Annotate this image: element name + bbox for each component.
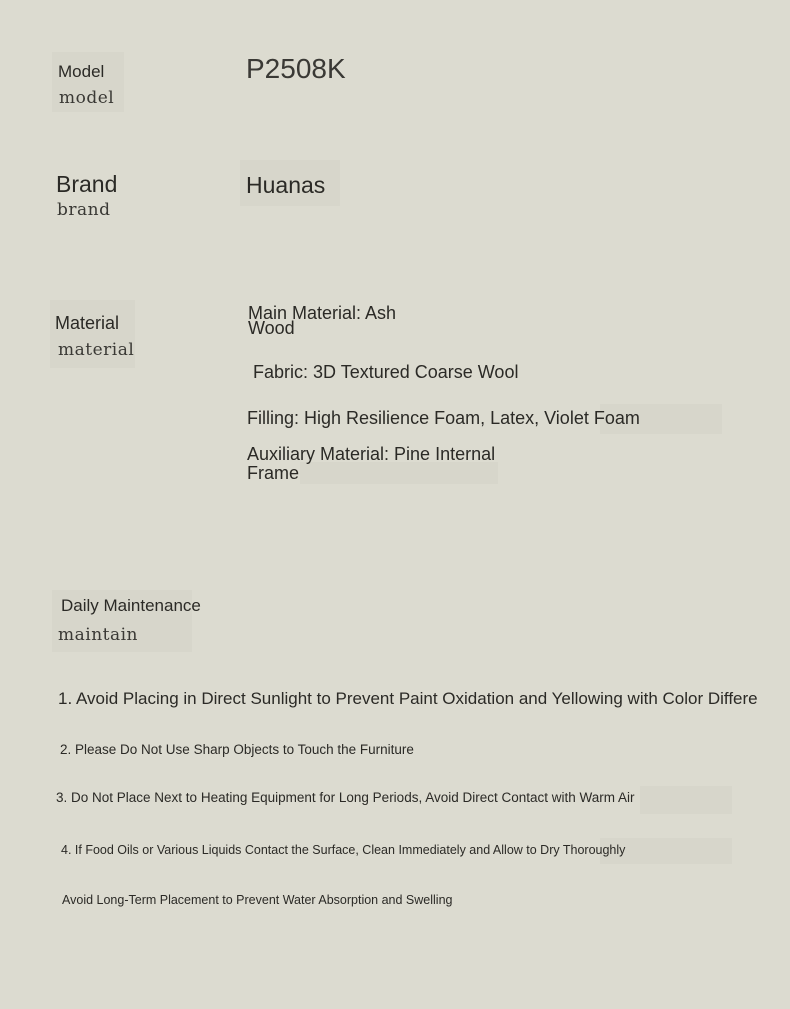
maintenance-item-2: 2. Please Do Not Use Sharp Objects to Touch the Furniture [60,742,414,757]
maintenance-item-4: 4. If Food Oils or Various Liquids Contact the Surface, Clean Immediately and Allow to Dry Thoroughly [61,843,626,857]
brand-label: Brand [56,171,118,197]
maintenance-label: Daily Maintenance [61,596,201,615]
material-main: Main Material: Ash Wood [248,303,397,338]
material-filling: Filling: High Resilience Foam, Latex, Violet Foam [247,408,640,428]
model-sub-label: model [59,88,115,108]
maintenance-item-1: 1. Avoid Placing in Direct Sunlight to Prevent Paint Oxidation and Yellowing with Color Differe [58,689,758,708]
bg-patch [640,786,732,814]
maintenance-item-5: Avoid Long-Term Placement to Prevent Water Absorption and Swelling [62,893,453,907]
material-auxiliary: Auxiliary Material: Pine Internal Frame [247,444,496,483]
brand-sub-label: brand [57,200,111,220]
brand-value: Huanas [246,172,326,198]
maintenance-sub-label: maintain [58,625,138,645]
material-label: Material [55,313,120,333]
maintenance-item-3: 3. Do Not Place Next to Heating Equipment for Long Periods, Avoid Direct Contact with Warm Air [56,790,635,805]
material-fabric: Fabric: 3D Textured Coarse Wool [253,362,519,382]
material-sub-label: material [58,340,135,360]
model-label: Model [58,62,105,81]
model-value: P2508K [246,53,346,84]
